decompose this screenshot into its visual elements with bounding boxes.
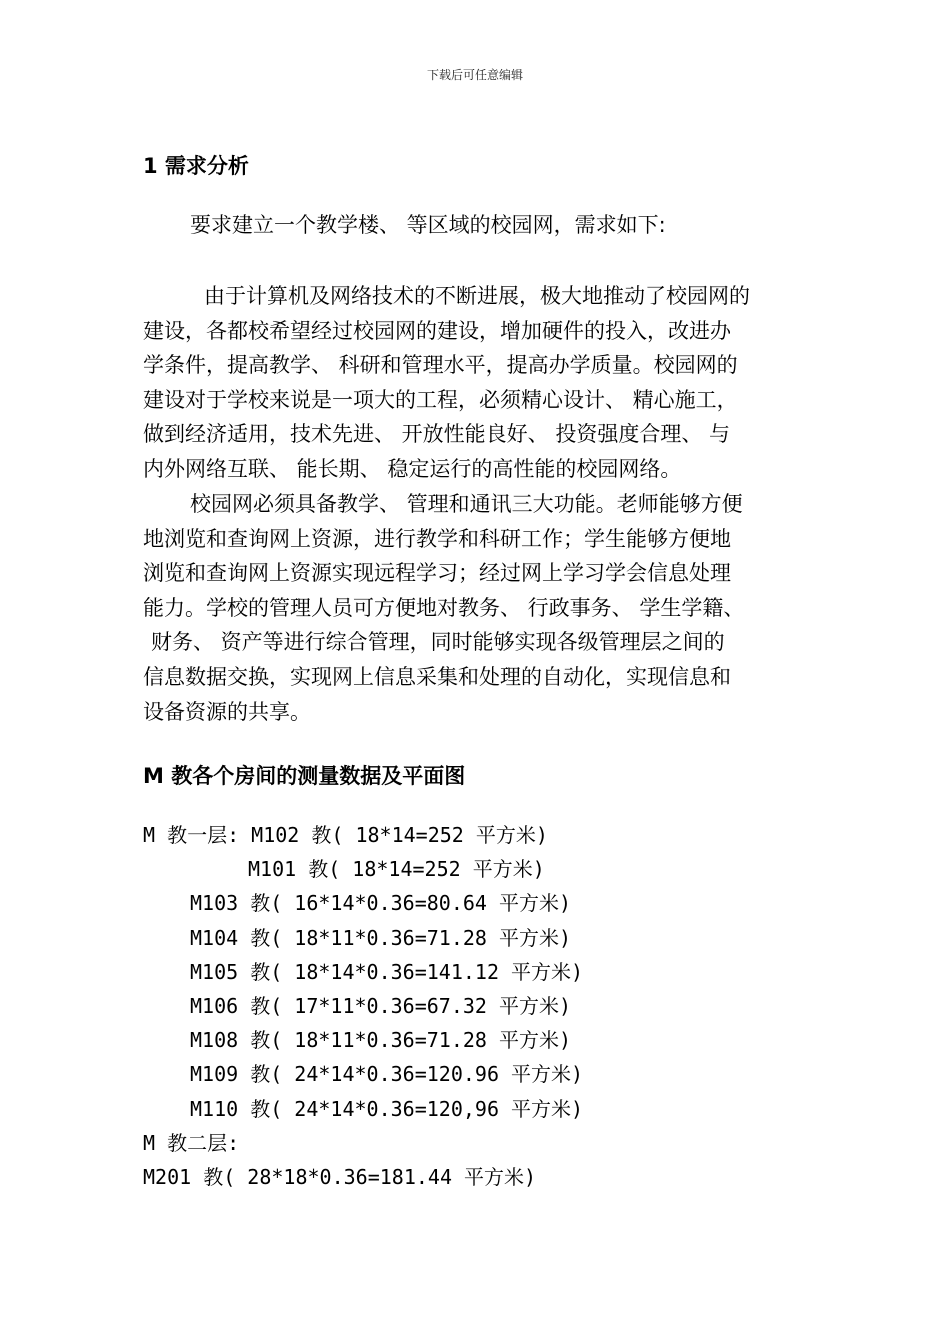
text-line: 建设对于学校来说是一项大的工程，必须精心设计、 精心施工，	[143, 387, 738, 412]
text-line: 地浏览和查询网上资源，进行教学和科研工作；学生能够方便地	[143, 526, 731, 551]
text-line: 财务、 资产等进行综合管理，同时能够实现各级管理层之间的	[151, 630, 725, 655]
section-heading-measurements: M 教各个房间的测量数据及平面图	[143, 764, 466, 788]
room-entry: M102 教( 18*14=252 平方米)	[251, 823, 548, 847]
room-entry: M103 教( 16*14*0.36=80.64 平方米)	[190, 891, 572, 916]
room-entry: M201 教( 28*18*0.36=181.44 平方米)	[143, 1165, 537, 1190]
floor1-row	[143, 818, 583, 852]
text-line: 做到经济适用，技术先进、 开放性能良好、 投资强度合理、 与	[143, 422, 731, 447]
text-line: 信息数据交换，实现网上信息采集和处理的自动化，实现信息和	[143, 664, 731, 689]
text-line: 校园网必须具备教学、 管理和通讯三大功能。老师能够方便	[190, 492, 743, 516]
room-entry: M101 教( 18*14=252 平方米)	[248, 857, 545, 882]
room-entry: M108 教( 18*11*0.36=71.28 平方米)	[190, 1028, 572, 1053]
room-entry: M110 教( 24*14*0.36=120,96 平方米)	[190, 1096, 584, 1121]
text-line: 浏览和查询网上资源实现远程学习；经过网上学习学会信息处理	[143, 561, 731, 586]
paragraph-development	[143, 279, 750, 487]
floor2-label: M 教二层:	[143, 1130, 240, 1155]
text-line: 内外网络互联、 能长期、 稳定运行的高性能的校园网络。	[143, 456, 682, 481]
page-header: 下载后可任意编辑	[426, 68, 523, 82]
text-line: 由于计算机及网络技术的不断进展，极大地推动了校园网的	[204, 284, 750, 308]
room-list	[143, 818, 583, 1194]
room-entry: M109 教( 24*14*0.36=120.96 平方米)	[190, 1062, 584, 1087]
text-line: 建设，各都校希望经过校园网的建设，增加硬件的投入，改进办	[143, 318, 731, 343]
text-line: 能力。学校的管理人员可方便地对教务、 行政事务、 学生学籍、	[143, 595, 745, 620]
intro-paragraph: 要求建立一个教学楼、 等区域的校园网，需求如下:	[190, 213, 666, 237]
floor1-label: M 教一层:	[143, 823, 240, 847]
text-line: 学条件，提高教学、 科研和管理水平，提高办学质量。校园网的	[143, 353, 738, 378]
room-entry: M106 教( 17*11*0.36=67.32 平方米)	[190, 994, 572, 1019]
room-entry: M105 教( 18*14*0.36=141.12 平方米)	[190, 959, 584, 984]
paragraph-functions	[143, 487, 744, 729]
section-heading-requirements: 1 需求分析	[143, 154, 249, 178]
room-entry: M104 教( 18*11*0.36=71.28 平方米)	[190, 925, 572, 950]
text-line: 设备资源的共享。	[143, 699, 311, 724]
